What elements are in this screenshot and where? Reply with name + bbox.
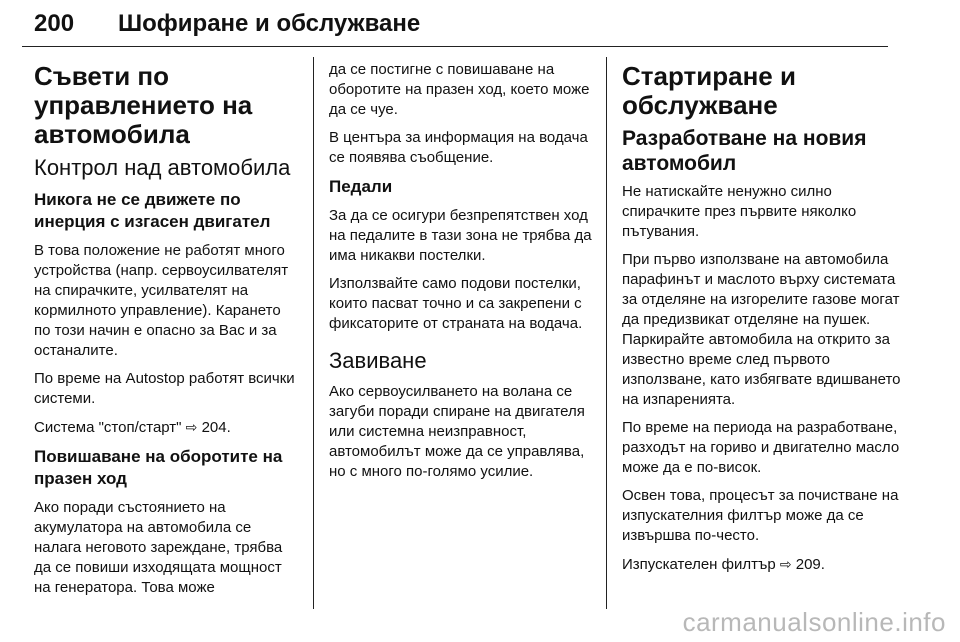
paragraph: Използвайте само подови постелки, които пасват точно и са закрепени с фиксаторите от страната на водача. [329, 275, 583, 332]
topic-heading-no-coasting: Никога не се движете по инерция с изгасен двигател [34, 190, 271, 231]
cross-reference[interactable] [34, 417, 300, 438]
subsection-heading-vehicle-control: Контрол над автомобила [34, 155, 291, 180]
cross-reference-text: Изпускателен филтър [622, 556, 776, 573]
cross-reference-page: 204. [201, 419, 231, 436]
section-heading-driving-tips: Съвети по управлението на автомобила [34, 61, 253, 149]
topic-heading-idle-speed: Повишаване на оборотите на празен ход [34, 447, 283, 488]
paragraph: Ако поради състоянието на акумулатора на автомобила се налага неговото зареждане, трябва да се повиши изходящата мощност на генератора. Това може [34, 499, 283, 596]
paragraph: В центъра за информация на водача се появява съобщение. [329, 129, 588, 166]
cross-reference[interactable] [622, 554, 902, 575]
header-rule [22, 46, 888, 47]
cross-reference-text: Система "стоп/старт" [34, 419, 182, 436]
paragraph: да се постигне с повишаване на оборотите на празен ход, което може да се чуе. [329, 61, 590, 118]
paragraph: В това положение не работят много устройства (напр. сервоусилвателят на спирачките, усилвателят на кормилното управление). Карането по този начин е опасно за Вас и за останалите. [34, 242, 289, 359]
column-divider-left [313, 57, 314, 609]
section-heading-starting-operating: Стартиране и обслужване [622, 61, 796, 120]
cross-reference-page: 209. [795, 556, 825, 573]
paragraph: Освен това, процесът за почистване на изпускателния филтър може да се извършва по-често. [622, 487, 899, 544]
column-right [622, 62, 902, 583]
paragraph: По време на Autostop работят всички системи. [34, 370, 295, 407]
column-divider-right [606, 57, 607, 609]
paragraph: За да се осигури безпрепятствен ход на педалите в тази зона не трябва да има никакви постелки. [329, 207, 592, 264]
paragraph: Ако сервоусилването на волана се загуби поради спиране на двигателя или системна неизправност, автомобилът може да се управлява, но с много по-голямо усилие. [329, 383, 585, 480]
paragraph: По време на периода на разработване, разходът на гориво и двигателно масло може да е по-висок. [622, 419, 900, 476]
arrow-right-icon: ⇨ [779, 556, 792, 572]
subsection-heading-turning: Завиване [329, 348, 427, 373]
page-header [22, 4, 912, 46]
chapter-title: Шофиране и обслужване [118, 10, 421, 37]
paragraph: Не натискайте ненужно силно спирачките през първите няколко пътувания. [622, 183, 857, 240]
paragraph: При първо използване на автомобила парафинът и маслото върху системата за отделяне на изгорелите газове могат да предизвикат отделяне на пушек. Паркирайте автомобила на открито за известно време след първото използване, като избягвате вдишването на изпаренията. [622, 251, 901, 408]
topic-heading-pedals: Педали [329, 177, 393, 196]
column-left [34, 62, 300, 606]
column-middle [329, 60, 597, 490]
subsection-heading-running-in: Разработване на новия автомобил [622, 127, 867, 175]
watermark-text: carmanualsonline.info [682, 607, 946, 637]
page-number: 200 [34, 10, 75, 37]
arrow-right-icon: ⇨ [185, 419, 198, 435]
